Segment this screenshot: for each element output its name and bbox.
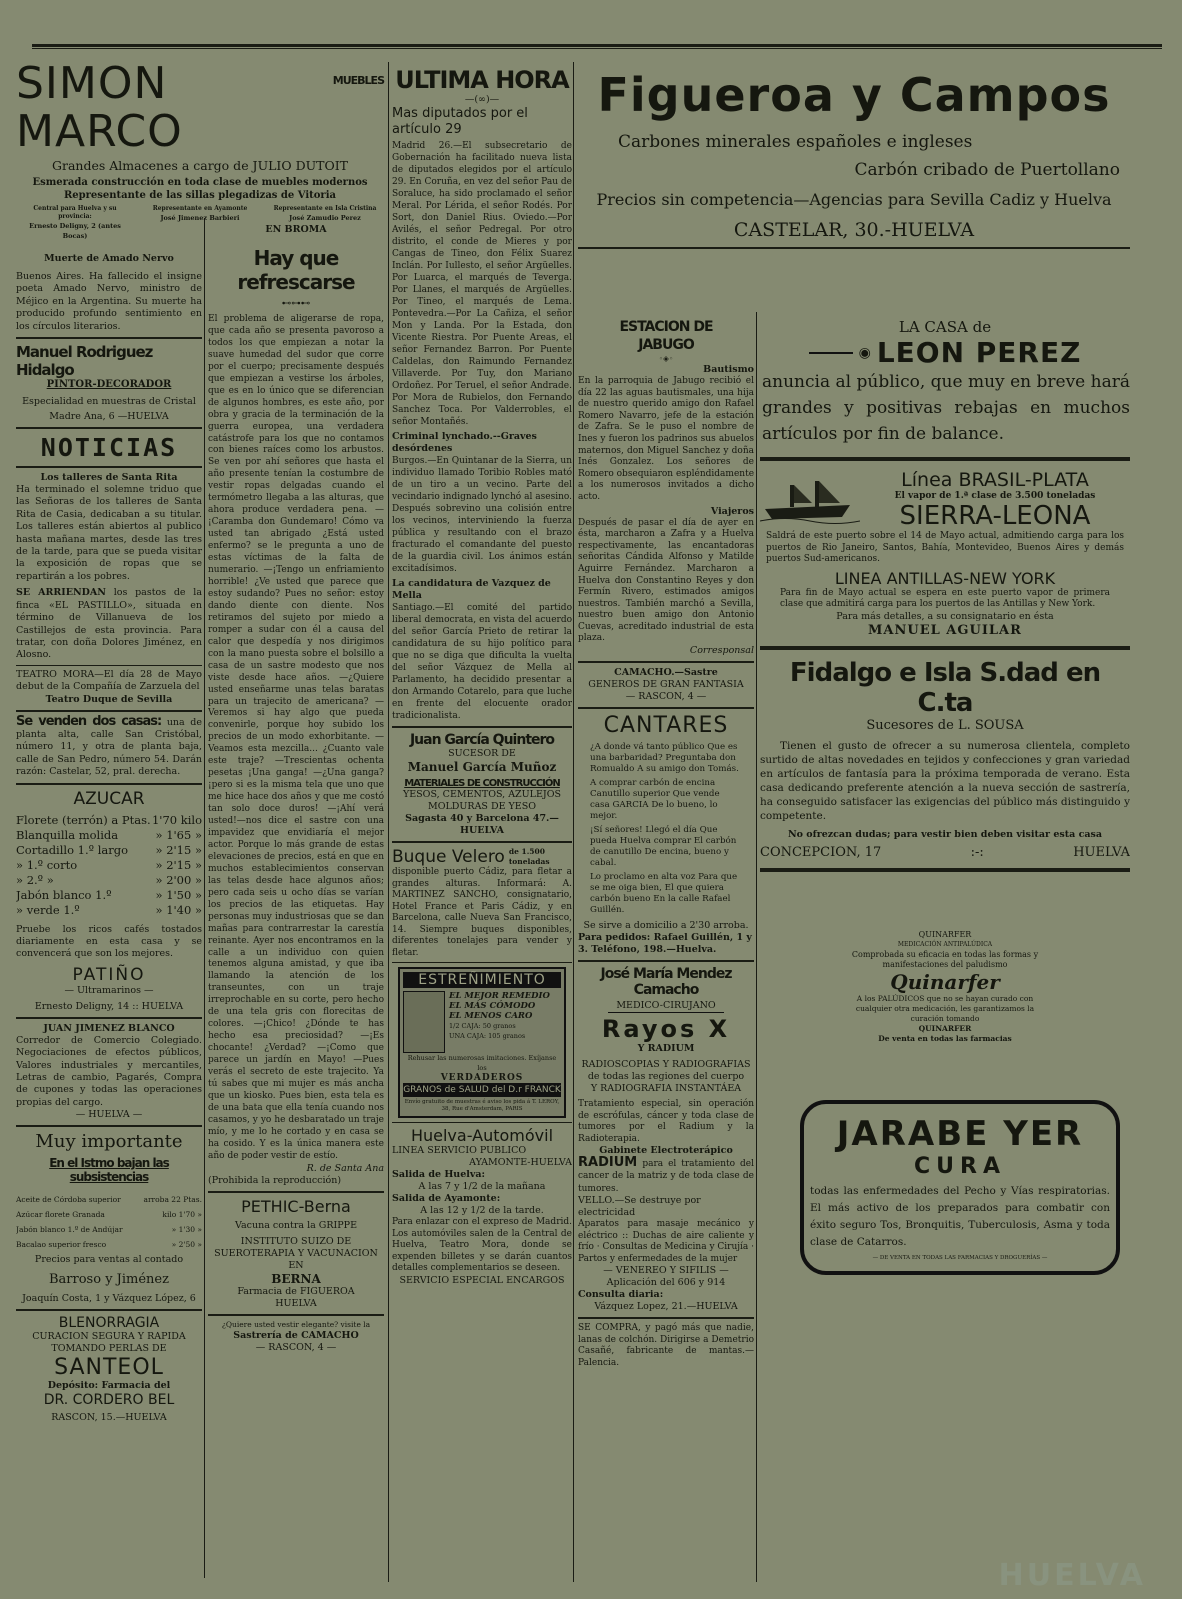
bullet-icon: ◉ bbox=[858, 344, 871, 361]
simon-title: SIMON MARCO bbox=[16, 60, 183, 157]
brasil-ship: SIERRA-LEONA bbox=[899, 501, 1091, 531]
ultima-h3: La candidatura de Vazquez de Mella bbox=[392, 578, 551, 601]
franck-l1: EL MEJOR REMEDIO bbox=[449, 991, 550, 1001]
jimenez-text: Corredor de Comercio Colegiado. Negociaciones de efectos públicos, Valores industriales y mercantiles, Letras de cambio, Pagarés, Compra de cupones y todas las operaciones propias del cargo. bbox=[16, 1034, 202, 1108]
broma-text: El problema de aligerarse de ropa, que cada año se presenta pavoroso a todos los que empiezan a notar la suave humedad del sudor que corre por el cuerpo; precisamente después que empiezan a vestirse los árboles, que es en lo único que se diferencian de algunos hombres, es este año, por obra y gracia de la terminación de la guerra europea, una verdadera catástrofe para los que no contamos con bienes raíces como los arbustos. Se ven por ahí señores que hasta el año presente tenían la costumbre de vestir ropas delgadas cuando el termómetro llegaba a las alturas, que ahora produce verdadera pena. —¡Caramba don Gundemaro! Cómo va usted tan abrigado ¿Está usted enfermo? se le pregunta a uno de estas víctimas de la falta de numerario. —¡Tengo un enfriamiento horrible! ¿Ve usted que parece que estoy sudando? Pues no señor: estoy dando diente con diente. Nos retiramos del sujeto por miedo a romper a sudar con él a causa del calor que despedía y nos dirigimos con la mano puesta sobre el bolsillo a casa de un sastre modesto que nos viste desde hace años. —¿Quiere usted enseñarme unas telas baratas para un trajecito de americana? —Veremos si hay algo que pueda convenirle, porque hoy subido los precios de un modo exhorbitante. —Veamos esta mezcilla... ¿Cuanto vale este traje? —Trescientas ochenta pesetas ¡Una ganga! —¿Una ganga? ¡pero si es la misma tela que uno que me hice hace dos años y que me costó tan solo doce duros! —¡Ahí verá usted!—nos dice el sastre con una impavidez que envidiaría el mejor actor. Porque lo más grande de estas elevaciones de precios, está en que en muchos establecimientos conservan las telas desde hace algunos años; pero cada seis u ocho días se varían los precios de las etiquetas. Hay personas muy industriosas que se dan mañas para contrarrestar la carestía reinante. Ayer nos encontramos en la calle a un individuo con quien tenemos alguna amistad, y que iba llamando la atención de los transeuntes, con un traje irreprochable en su corte, pero hecho de una tela gris con florecitas de colores. —¡Chico! ¿Dónde te has hecho esa preciosidad? —¡Es chocante! ¿Verdad? —¡Como que parece un jardín en Mayo! —Pues verás el secreto de este trajecito. Ya tú sabes que mi mujer es más ancha que un kiosko. Pues bien, esta tela es de una bata que ella tenía cuando nos casamos, y yo he desbaratado un traje mío, y me lo he cortado y en casa se ha cosido. Y es la única manera este año de poder vestir de estío. bbox=[208, 314, 384, 1161]
importante-row bbox=[16, 1237, 202, 1252]
ultima-h2: Criminal lynchado.--Graves desórdenes bbox=[392, 431, 537, 454]
importante-item: Aceite de Córdoba superior bbox=[16, 1195, 121, 1205]
cantares-s3: ¡Sí señores! Llegó el día Que pueda Huelva comprar El carbón de canutillo De encina, bueno y cabal. bbox=[590, 825, 737, 869]
importante-price: » 2'50 » bbox=[171, 1240, 202, 1250]
ultima-ornament: —(∞)— bbox=[464, 94, 500, 105]
jabugo-text2: Después de pasar el día de ayer en ésta, marcharon a Zafra y a Huelva respectivamente, las encantadoras señoritas Cándida Alfonso y Matilde Aguirre Fernández. Marcharon a Huelva don Constantino Reyes y don Fermín Rivero, estimados amigos nuestros. También marchó a Sevilla, nuestro buen amigo don Antonio Cuevas, acreditado industrial de esta plaza. bbox=[578, 517, 754, 644]
quinarfer-brand: Quinarfer bbox=[890, 969, 1000, 994]
brasil-title2: LINEA ANTILLAS-NEW YORK bbox=[834, 568, 1056, 588]
quinarfer-l5: De venta en todas las farmacias bbox=[878, 1033, 1012, 1043]
cantares-foot1: Se sirve a domicilio a 2'30 arroba. bbox=[583, 920, 749, 932]
mendez-ven: — VENEREO Y SIFILIS — bbox=[603, 1265, 729, 1277]
mendez-rayos: Rayos X bbox=[601, 1015, 731, 1044]
jarabe-text: todas las enfermedades del Pecho y Vías respiratorias. El más activo de los preparados para combatir con éxito seguro Tos, Bronquitis, Tuberculosis, Asma y toda clase de Catarros. bbox=[810, 1184, 1110, 1248]
simon-line-3: Representante de las sillas plegadizas de Vitoria bbox=[64, 190, 336, 201]
column-2 bbox=[208, 222, 384, 1590]
patino-brand: PATIÑO bbox=[72, 964, 146, 985]
jabugo-orn: ◦◈◦ bbox=[658, 354, 674, 363]
mendez-name: José María Mendez Camacho bbox=[600, 966, 732, 999]
cantares-foot2: Para pedidos: Rafael Guillén, 1 y 3. Teléfono, 198.—Huelva. bbox=[578, 932, 752, 956]
jabugo-sig: Corresponsal bbox=[689, 645, 754, 657]
fidalgo-addr1: CONCEPCION, 17 bbox=[760, 844, 882, 860]
cantares-s4: Lo proclamo en alta voz Para que se me oiga bien, El que quiera carbón bueno En la calle Rafael Guillén. bbox=[590, 872, 738, 916]
mendez-apl: Aplicación del 606 y 914 bbox=[606, 1277, 726, 1289]
simon-c2b: José Jimenez Barbieri bbox=[160, 214, 240, 222]
mendez-addr: Vázquez Lopez, 21.—HUELVA bbox=[594, 1301, 738, 1313]
brasil-t3: Para más detalles, a su consignatario en ésta bbox=[836, 610, 1054, 622]
figueroa-l2: Carbón cribado de Puertollano bbox=[854, 160, 1120, 180]
velero-title: Buque Velero bbox=[392, 847, 505, 867]
simon-line-1: Grandes Almacenes a cargo de JULIO DUTOIT bbox=[52, 158, 348, 173]
sastreria-l1: ¿Quiere usted vestir elegante? visite la bbox=[221, 1319, 371, 1329]
quinarfer-l1: MEDICACIÓN ANTIPALÚDICA bbox=[897, 940, 993, 948]
azucar-row bbox=[16, 813, 202, 828]
column-divider bbox=[388, 62, 389, 1582]
importante-price: kilo 1'70 » bbox=[162, 1210, 202, 1220]
simon-title-side: MUEBLES bbox=[332, 74, 384, 87]
quinarfer-ad bbox=[840, 930, 1050, 1044]
cantares-s2: A comprar carbón de encina Canutillo superior Que vende casa GARCIA De lo bueno, lo mejor. bbox=[590, 778, 720, 822]
quintero-l1: YESOS, CEMENTOS, AZULEJOS bbox=[402, 789, 562, 800]
ornament: ⊷⊶⊷ bbox=[281, 298, 311, 309]
jabugo-h2: Viajeros bbox=[710, 505, 754, 517]
brasil-name: MANUEL AGUILAR bbox=[868, 622, 1022, 638]
simon-c3a: Representante en Isla Cristina bbox=[273, 205, 377, 212]
azucar-price-list bbox=[16, 813, 202, 918]
patino-sub: — Ultramarinos — bbox=[64, 984, 154, 996]
simon-line-2: Esmerada construcción en toda clase de muebles modernos bbox=[32, 177, 368, 188]
importante-price: arroba 22 Ptas. bbox=[143, 1195, 202, 1205]
mendez-l3: Y RADIOGRAFIA INSTANTÁEA bbox=[590, 1083, 742, 1095]
quintero-name: Juan García Quintero bbox=[409, 732, 555, 748]
azucar-row bbox=[16, 903, 202, 918]
sastreria-l3: — RASCON, 4 — bbox=[255, 1341, 337, 1353]
column-divider bbox=[756, 312, 757, 1582]
pethic-l1: Vacuna contra la GRIPPE bbox=[234, 1219, 358, 1231]
camacho-l3: — RASCON, 4 — bbox=[625, 691, 707, 703]
franck-l2: EL MÁS CÓMODO bbox=[449, 1001, 536, 1011]
automovil-foot: SERVICIO ESPECIAL ENCARGOS bbox=[399, 1274, 565, 1286]
franck-box2: UNA CAJA: 105 granos bbox=[449, 1032, 526, 1040]
leon-text: anuncia al público, que muy en breve hará grandes y positivas rebajas en muchos artículos por fin de balance. bbox=[762, 372, 1130, 444]
watermark: HUELVA bbox=[998, 1558, 1146, 1593]
figueroa-title: Figueroa y Campos bbox=[597, 68, 1111, 122]
importante-row bbox=[16, 1192, 202, 1207]
rodriguez-prof: PINTOR-DECORADOR bbox=[46, 379, 172, 391]
automovil-s1: Salida de Huelva: bbox=[392, 1169, 486, 1180]
quintero-l2: MOLDURAS DE YESO bbox=[427, 801, 537, 812]
mendez-prof: MEDICO-CIRUJANO bbox=[608, 1000, 724, 1013]
azucar-price: » 2'00 » bbox=[155, 872, 202, 887]
rodriguez-l2: Madre Ana, 6 —HUELVA bbox=[49, 411, 169, 423]
leon-name: LEON PEREZ bbox=[876, 336, 1082, 369]
pethic-title: PETHIC-Berna bbox=[241, 1196, 351, 1216]
brasil-sub: El vapor de 1.ª clase de 3.500 toneladas bbox=[894, 491, 1096, 501]
nervo-text: Buenos Aires. Ha fallecido el insigne poeta Amado Nervo, ministro de Méjico en la Argentina. Su muerte ha producido profundo sentimiento en los círculos literarios. bbox=[16, 271, 202, 332]
ad-figueroa bbox=[578, 66, 1130, 253]
quinarfer-l3: A los PALÚDICOS que no se hayan curado con cualquier otra medicación, les garantizamos la curación tomando bbox=[855, 993, 1035, 1023]
automovil-l2: AYAMONTE-HUELVA bbox=[469, 1157, 572, 1168]
velero-tons: de 1.500 toneladas bbox=[508, 847, 550, 866]
compra-text: SE COMPRA, y pagó más que nadie, lanas de colchón. Dirigirse a Demetrio Casañé, fabricante de mantas.—Palencia. bbox=[578, 1323, 754, 1368]
camacho-l2: GENEROS DE GRAN FANTASIA bbox=[588, 679, 744, 691]
azucar-price: » 1'50 » bbox=[155, 887, 202, 902]
broma-sig: R. de Santa Ana bbox=[306, 1162, 384, 1174]
jabugo-h: Bautismo bbox=[703, 364, 754, 375]
noticias-title: NOTICIAS bbox=[40, 433, 178, 463]
column-divider bbox=[573, 62, 574, 1582]
fidalgo-addr2: :-: bbox=[970, 844, 984, 860]
jimenez-name: JUAN JIMENEZ BLANCO bbox=[43, 1022, 175, 1034]
franck-brand: GRANOS de SALUD del D.r FRANCK bbox=[403, 1085, 561, 1095]
brasil-t2: Para fin de Mayo actual se espera en este puerto vapor de primera clase que admitirá carga para los puertos de las Antillas y New York. bbox=[780, 587, 1110, 609]
santeol-l2: TOMANDO PERLAS DE bbox=[51, 1343, 167, 1355]
franck-v: VERDADEROS bbox=[440, 1073, 524, 1083]
azucar-item: Florete (terrón) a Ptas. bbox=[16, 812, 151, 827]
santeol-dep: Depósito: Farmacia del bbox=[47, 1380, 171, 1392]
column-3 bbox=[392, 62, 572, 1590]
noticias-h2: SE ARRIENDAN bbox=[16, 587, 106, 599]
pethic-l3: Farmacia de FIGUEROA bbox=[237, 1285, 355, 1297]
noticias-t3: TEATRO MORA—El día 28 de Mayo debut de la Compañía de Zarzuela del bbox=[16, 668, 202, 693]
importante-name: Barroso y Jiménez bbox=[49, 1272, 169, 1288]
mendez-gab: Gabinete Electroterápico bbox=[599, 1145, 733, 1157]
mendez-vello: VELLO.—Se destruye por electricidad bbox=[578, 1195, 701, 1219]
azucar-item: » verde 1.º bbox=[16, 902, 80, 917]
franck-box1: 1/2 CAJA: 50 granos bbox=[449, 1022, 516, 1030]
santeol-l1: CURACION SEGURA Y RAPIDA bbox=[32, 1331, 186, 1343]
importante-addr: Joaquín Costa, 1 y Vázquez López, 6 bbox=[22, 1293, 196, 1305]
nervo-title: Muerte de Amado Nervo bbox=[44, 253, 174, 264]
column-4 bbox=[578, 318, 754, 1590]
camacho-l1: CAMACHO.—Sastre bbox=[614, 667, 718, 679]
importante-row bbox=[16, 1222, 202, 1237]
ultima-t1: Madrid 26.—El subsecretario de Gobernación ha facilitado nueva lista de diputados elegidos por el artículo 29. En Coruña, en vez del señor Pau de Soraluce, ha sido proclamado el señor Meral. Por Lérida, el señor Rodés. Por Sort, don Daniel Rius. Oviedo.—Por Avilés, el señor Pedregal. Por otro distrito, el conde de Mieres y por Cangas de Tineo, don Félix Suarez Inclán. Por Iullesto, el señor Argüelles. Por Luarca, el marqués de Teverga. Por Llanes, el marqués de Argüelles. Por Tineo, el marqués de Lema. Pontevedra.—Por La Cañiza, el señor Mon y Landa. Por la Estada, don Vicente Riestra. Por Puente Areas, el señor Fernandez Barron. Por Puente Caldelas, don Raimundo Fernandez Villaverde. Por Tuy, don Mariano Ordoñez. Por Teruel, el señor Andrade. Por Mora de Rubielos, don Fernando Sanchez Toca. Por Valderrobles, el señor Montañés. bbox=[392, 141, 572, 427]
importante-sub: En el Istmo bajan las subsistencias bbox=[49, 1156, 169, 1185]
importante-title: Muy importante bbox=[35, 1131, 183, 1153]
ad-simon-marco bbox=[16, 60, 384, 241]
jabugo-title: ESTACION DE JABUGO bbox=[619, 319, 713, 353]
ultima-h1: Mas diputados por el artículo 29 bbox=[392, 106, 528, 137]
azucar-price: » 2'15 » bbox=[155, 842, 202, 857]
importante-note: Precios para ventas al contado bbox=[34, 1254, 184, 1266]
simon-c3b: José Zamudio Perez bbox=[289, 214, 361, 222]
sastreria-l2: Sastrería de CAMACHO bbox=[233, 1329, 359, 1341]
automovil-title: Huelva-Automóvil bbox=[410, 1126, 554, 1145]
figueroa-l1: Carbones minerales españoles e ingleses bbox=[618, 132, 973, 152]
azucar-item: Blanquilla molida bbox=[16, 827, 119, 842]
mendez-l2: de todas las regiones del cuerpo bbox=[587, 1071, 745, 1083]
mendez-rad: RADIUM bbox=[578, 1155, 638, 1171]
quintero-sub: SUCESOR DE bbox=[448, 748, 516, 759]
simon-c2a: Representante en Ayamonte bbox=[152, 205, 248, 212]
pethic-l4: HUELVA bbox=[275, 1297, 317, 1309]
figueroa-l3: Precios sin competencia—Agencias para Sevilla Cadiz y Huelva bbox=[596, 190, 1112, 209]
fidalgo-sub: Sucesores de L. SOUSA bbox=[866, 717, 1024, 733]
quintero-addr: Sagasta 40 y Barcelona 47.—HUELVA bbox=[405, 813, 559, 836]
azucar-price: » 2'15 » bbox=[155, 857, 202, 872]
mendez-radium: Y RADIUM bbox=[637, 1043, 695, 1055]
franck-note: Rehusar las numerosas imitaciones. Exíjanse los bbox=[407, 1054, 557, 1072]
importante-row bbox=[16, 1207, 202, 1222]
azucar-row bbox=[16, 843, 202, 858]
santeol-h1: BLENORRAGIA bbox=[58, 1315, 160, 1332]
franck-l3: EL MENOS CARO bbox=[449, 1011, 533, 1021]
rodriguez-l1: Especialidad en muestras de Cristal bbox=[22, 396, 196, 408]
jarabe-title: JARABE YER bbox=[836, 1113, 1084, 1154]
quinarfer-l2: Comprobada su eficacia en todas las formas y manifestaciones del paludismo bbox=[851, 949, 1039, 969]
leon-l1: LA CASA de bbox=[898, 318, 992, 336]
casas-text: una de planta alta, calle San Cristóbal, número 11, y otra de planta baja, calle de San Pedro, número 54. Darán razón: Castelar, 52, pral. derecha. bbox=[16, 716, 202, 778]
mendez-radt: para el tratamiento del cancer de la matriz y de toda clase de tumores. bbox=[578, 1159, 754, 1194]
fidalgo-bold: No ofrezcan dudas; para vestir bien deben visitar esta casa bbox=[787, 828, 1103, 840]
pethic-l2: INSTITUTO SUIZO DE SUEROTERAPIA Y VACUNACION EN bbox=[214, 1235, 378, 1271]
mendez-text2: Aparatos para masaje mecánico y eléctrico :: Duchas de aire caliente y frío · Consultas de Medicina y Cirujía · Partos y enfermedades de la mujer bbox=[578, 1219, 754, 1264]
automovil-text: Para enlazar con el expreso de Madrid. Los automóviles salen de la Central de Huelva, Teatro Mora, donde se expenden billetes y se darán cuantos detalles complementarios se deseen. bbox=[392, 1217, 572, 1273]
brasil-title: Línea BRASIL-PLATA bbox=[901, 469, 1089, 491]
automovil-s2: Salida de Ayamonte: bbox=[392, 1193, 501, 1204]
santeol-addr: RASCON, 15.—HUELVA bbox=[51, 1412, 167, 1424]
broma-title: Hay que refrescarse bbox=[237, 246, 355, 294]
simon-c1b: Ernesto Deligny, 2 (antes Bocas) bbox=[29, 222, 121, 240]
azucar-item: » 2.º » bbox=[16, 872, 54, 887]
importante-item: Bacalao superior fresco bbox=[16, 1240, 107, 1250]
azucar-row bbox=[16, 858, 202, 873]
azucar-item: » 1.º corto bbox=[16, 857, 78, 872]
quinarfer-l0: QUINARFER bbox=[918, 929, 972, 939]
fidalgo-name: Fidalgo e Isla S.dad en C.ta bbox=[789, 657, 1101, 718]
importante-price-list bbox=[16, 1192, 202, 1252]
noticias-h1: Los talleres de Santa Rita bbox=[40, 472, 178, 484]
jimenez-city: — HUELVA — bbox=[75, 1109, 143, 1121]
azucar-price: 1'70 kilo bbox=[151, 812, 202, 827]
noticias-t3b: Teatro Duque de Sevilla bbox=[45, 693, 173, 705]
azucar-price: » 1'65 » bbox=[155, 827, 202, 842]
velero-text: disponible puerto Cádiz, para fletar a grandes alturas. Informará: A. MARTINEZ SANCHO, consignatario, Hotel France et Paris Cádiz, y en Barcelona, calle Nueva San Francisco, 14. Siempre buques disponibles, diferentes tonelajes para vender y fletar. bbox=[392, 867, 572, 958]
quintero-h: MATERIALES DE CONSTRUCCIÓN bbox=[404, 778, 560, 789]
azucar-row bbox=[16, 873, 202, 888]
jarabe-foot: — DE VENTA EN TODAS LAS FARMACIAS Y DROGUERÍAS — bbox=[872, 1254, 1048, 1261]
azucar-title: AZUCAR bbox=[73, 788, 145, 809]
casas-head: Se venden dos casas: bbox=[16, 713, 162, 729]
patino-addr: Ernesto Deligny, 14 :: HUELVA bbox=[34, 1000, 184, 1012]
franck-box-icon bbox=[403, 991, 445, 1053]
pethic-city: BERNA bbox=[271, 1271, 321, 1286]
importante-price: » 1'30 » bbox=[171, 1225, 202, 1235]
franck-ad bbox=[398, 967, 566, 1118]
ultima-t3: Santiago.—El comité del partido liberal democrata, en vista del acuerdo del señor García Prieto de retirar la candidatura de su hijo político para que no se diga que dificulta la vuelta del señor Vázquez de Mella al Parlamento, ha decidido presentar a don Armando Cotarelo, para que luche en frente del elocuente orador tradicionalista. bbox=[392, 603, 572, 721]
column-5 bbox=[760, 318, 1130, 1590]
automovil-s2t: A las 12 y 1/2 de la tarde. bbox=[420, 1205, 544, 1216]
quinarfer-l4: QUINARFER bbox=[918, 1023, 972, 1033]
broma-kicker: EN BROMA bbox=[265, 224, 327, 235]
cantares-title: CANTARES bbox=[603, 713, 729, 739]
jabugo-text: En la parroquia de Jabugo recibió el día 22 las aguas bautismales, una hija de nuestro querido amigo don Rafael Romero Navarro, jefe de la estación de Zafra. Se le puso el nombre de Ines y fueron los padrinos sus abuelos maternos, don Miguel Sanchez y doña Inés Gonzalez. Los señores de Romero obsequiaron espléndidamente a los numerosos invitados a dicho acto. bbox=[578, 376, 754, 502]
quintero-prev: Manuel García Muñoz bbox=[407, 760, 557, 774]
rodriguez-name: Manuel Rodriguez Hidalgo bbox=[16, 343, 153, 380]
santeol-brand: SANTEOL bbox=[54, 1355, 164, 1381]
figueroa-addr: CASTELAR, 30.-HUELVA bbox=[733, 219, 975, 241]
automovil-l1: LINEA SERVICIO PUBLICO bbox=[392, 1145, 527, 1156]
franck-foot: Envío gratuito de muestras é aviso los pida á T. LEROY, 38, Rue d'Amsterdam, PARIS bbox=[404, 1099, 560, 1112]
mendez-cons: Consulta diaria: bbox=[578, 1289, 664, 1301]
franck-top: ESTREÑIMIENTO bbox=[403, 972, 561, 988]
azucar-row bbox=[16, 888, 202, 903]
mendez-text: Tratamiento especial, sin operación de escrófulas, cáncer y toda clase de tumores por el Radium y la Radioterapia. bbox=[578, 1099, 754, 1144]
noticias-t2: los pastos de la finca «EL PASTILLO», situada en término de Villanueva de los Castillejos de esta provincia. Para tratar, con doña Dolores Jiménez, en Alosno. bbox=[16, 587, 202, 661]
simon-c1a: Central para Huelva y su provincia: bbox=[33, 205, 117, 220]
cantares-s1: ¿A donde vá tanto público Que es una barbaridad? Preguntaba don Romualdo A su amigo don Tomás. bbox=[590, 742, 739, 775]
importante-item: Jabón blanco 1.º de Andújar bbox=[16, 1225, 123, 1235]
azucar-item: Jabón blanco 1.º bbox=[16, 887, 112, 902]
ultima-title: ULTIMA HORA bbox=[395, 66, 569, 94]
azucar-price: » 1'40 » bbox=[155, 902, 202, 917]
automovil-s1t: A las 7 y 1/2 de la mañana bbox=[418, 1181, 546, 1192]
azucar-note: Pruebe los ricos cafés tostados diariamente en esta casa y se convencerá que son los mejores. bbox=[16, 923, 202, 960]
azucar-item: Cortadillo 1.º largo bbox=[16, 842, 129, 857]
ship-icon bbox=[760, 469, 860, 529]
mendez-l1: RADIOSCOPIAS Y RADIOGRAFIAS bbox=[581, 1059, 751, 1071]
ultima-t2: Burgos.—En Quintanar de la Sierra, un individuo llamado Toribio Robles mató de un tiro a un vecino. Parte del vecindario indignado lynchó al asesino. Después sobrevino una colisión entre los vecinos, interviniendo la fuerza pública y resultando con el brazo fracturado el comandante del puesto de la guardia civil. Los ánimos están excitadísimos. bbox=[392, 456, 572, 574]
noticias-t1: Ha terminado el solemne triduo que las Señoras de los talleres de Santa Rita de Casia, dedicaban a su titular. Los talleres están abiertos al publico hasta mañana martes, desde las tres de la tarde, para que se pueda visitar la exposición de ropas que se repartirán a los pobres. bbox=[16, 484, 202, 582]
fidalgo-text: Tienen el gusto de ofrecer a su numerosa clientela, completo surtido de altas novedades en tejidos y confecciones y gran variedad en artículos de fantasía para la próxima temporada de verano. Esta casa dedicando preferente atención a la nueva sección de sastrería, ha conseguido satisfacer las exigencias del público más distinguido y competente. bbox=[760, 739, 1130, 822]
top-rule bbox=[32, 44, 1162, 47]
jarabe-cura: CURA bbox=[914, 1153, 1006, 1179]
top-rule-thin bbox=[32, 48, 1162, 49]
azucar-row bbox=[16, 828, 202, 843]
broma-note: (Prohibida la reproducción) bbox=[208, 1174, 342, 1186]
importante-item: Azúcar florete Granada bbox=[16, 1210, 105, 1220]
brasil-t1: Saldrá de este puerto sobre el 14 de Mayo actual, admitiendo carga para los puertos de Rio Janeiro, Santos, Bahía, Montevideo, Buenos Aires y demás puertos Sud-americanos. bbox=[766, 531, 1124, 564]
santeol-doc: DR. CORDERO BEL bbox=[43, 1392, 175, 1409]
fidalgo-addr3: HUELVA bbox=[1073, 844, 1130, 860]
jarabe-ad bbox=[800, 1100, 1120, 1275]
